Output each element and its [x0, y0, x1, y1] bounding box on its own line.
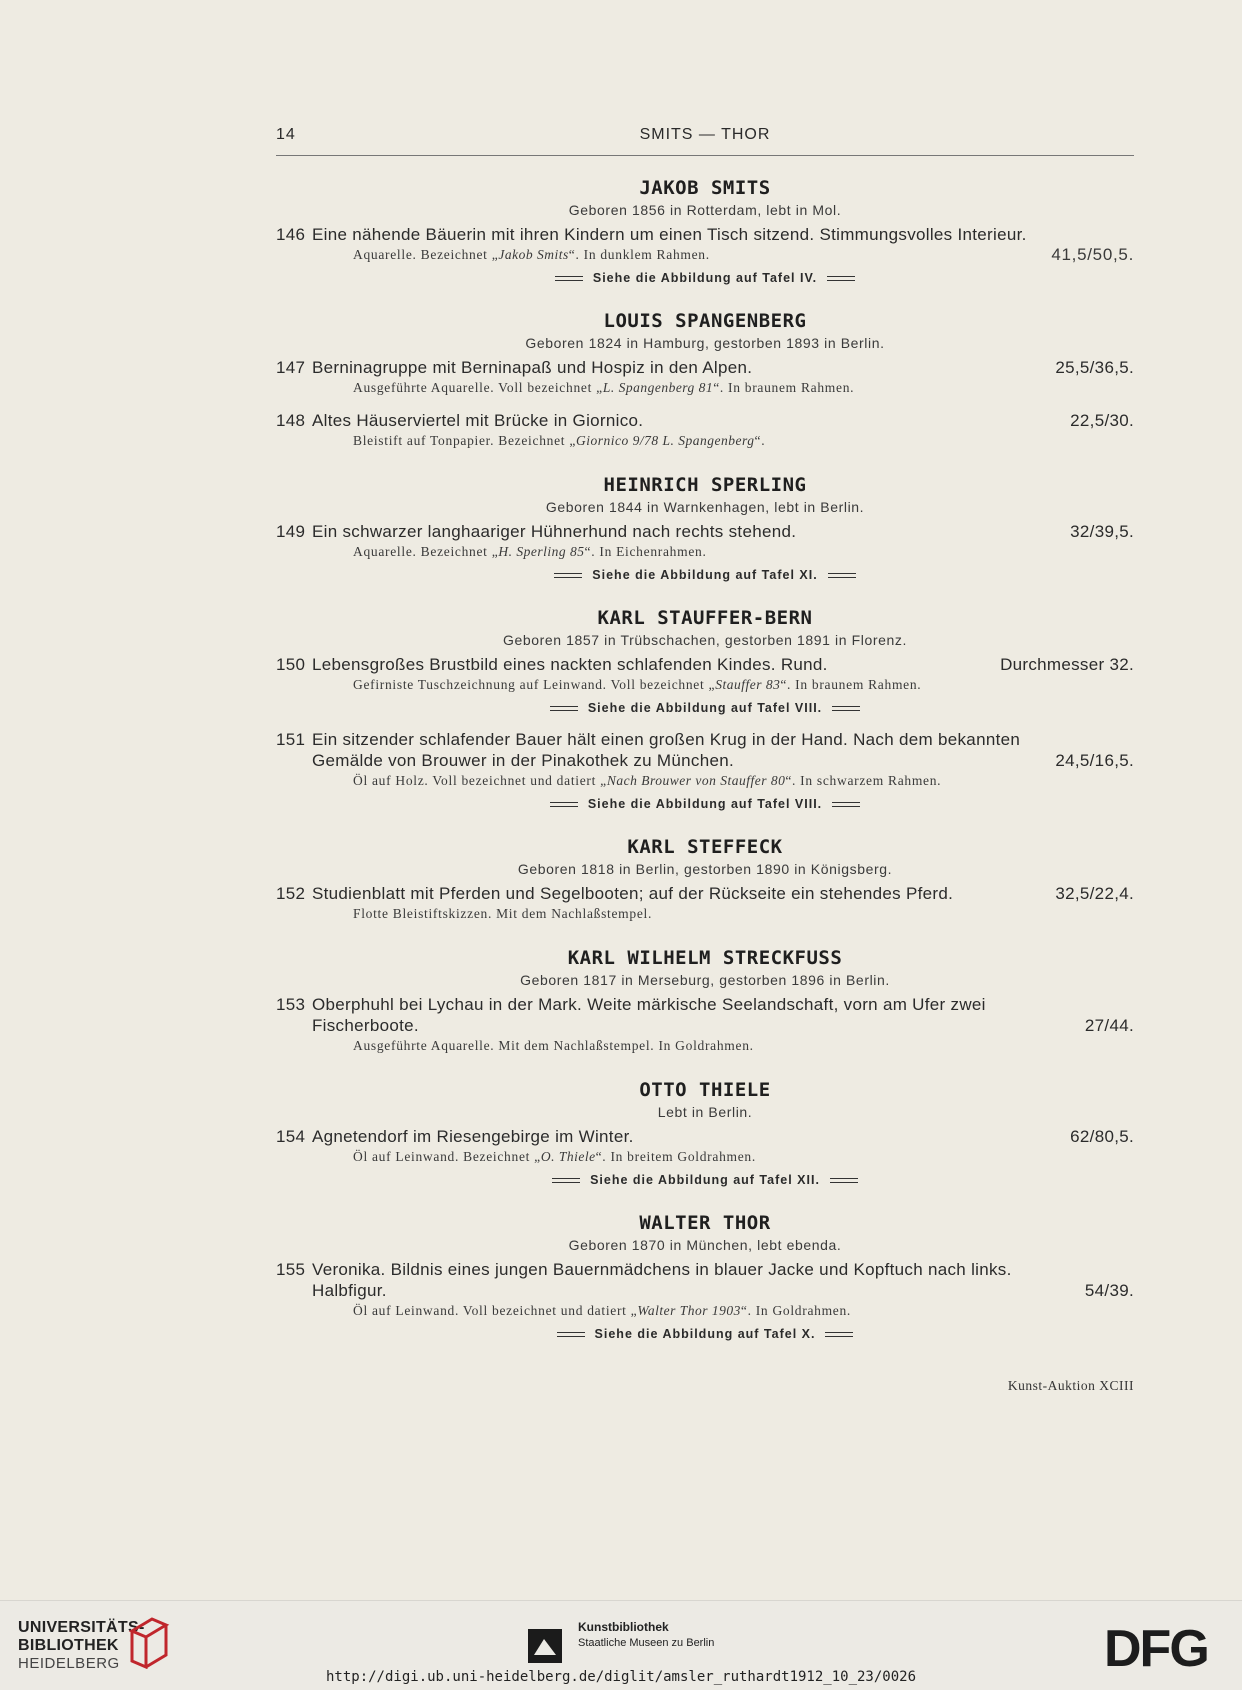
detail-medium: Bleistift auf Tonpapier. Bezeichnet „	[353, 433, 577, 448]
detail-medium: Ausgeführte Aquarelle. Mit dem Nachlaßstempel. In Goldrahmen.	[353, 1038, 754, 1053]
catalog-list	[276, 176, 1134, 1343]
detail-medium: Öl auf Holz. Voll bezeichnet und datiert „	[353, 773, 607, 788]
page-number: 14	[276, 126, 296, 143]
catalog-entry	[276, 357, 1134, 398]
double-rule-left	[557, 1332, 585, 1337]
library-line-3: HEIDELBERG	[18, 1655, 120, 1672]
entry-detail	[276, 378, 1134, 398]
digitization-footer	[0, 1600, 1242, 1690]
detail-frame: “. In braunem Rahmen.	[780, 677, 922, 692]
lot-number: 153	[276, 995, 306, 1014]
lot-number: 150	[276, 655, 306, 674]
entry-title-cont: Gemälde von Brouwer in der Pinakothek zu München.	[312, 751, 734, 770]
artist-life-dates: Geboren 1818 in Berlin, gestorben 1890 in Königsberg.	[517, 861, 893, 877]
entry-title: Berninagruppe mit Berninapaß und Hospiz in den Alpen.	[312, 358, 753, 377]
double-rule-right	[832, 802, 860, 807]
entry-dimensions: 54/39.	[1084, 1281, 1134, 1300]
detail-text	[353, 773, 941, 788]
library-line-1: UNIVERSITÄTS-	[18, 1619, 145, 1636]
lot-number: 147	[276, 358, 306, 377]
plate-reference	[276, 1325, 1134, 1343]
plate-text: Siehe die Abbildung auf Tafel IV.	[592, 271, 818, 285]
entry-line	[276, 1259, 1134, 1280]
lot-number: 152	[276, 884, 306, 903]
entry-dimensions: 27/44.	[1084, 1016, 1134, 1035]
entry-title: Agnetendorf im Riesengebirge im Winter.	[312, 1127, 634, 1146]
catalog-entry	[276, 1126, 1134, 1189]
detail-medium: Aquarelle. Bezeichnet „	[353, 544, 499, 559]
signature: Giornico 9/78 L. Spangenberg	[576, 433, 755, 448]
entry-title: Altes Häuserviertel mit Brücke in Giornico.	[312, 411, 644, 430]
detail-text	[353, 1303, 851, 1318]
entry-dimensions: 22,5/30.	[1070, 411, 1134, 430]
entry-line	[276, 410, 1134, 431]
entry-title: Lebensgroßes Brustbild eines nackten schlafenden Kindes. Rund.	[312, 655, 828, 674]
double-rule-left	[550, 802, 578, 807]
entry-detail	[276, 675, 1134, 695]
entry-dimensions: 32,5/22,4.	[1055, 884, 1134, 903]
plate-text: Siehe die Abbildung auf Tafel X.	[594, 1327, 816, 1341]
detail-text	[353, 544, 707, 559]
artist-section	[276, 1211, 1134, 1343]
double-rule-right	[830, 1178, 858, 1183]
catalog-entry	[276, 410, 1134, 451]
university-logo-icon	[126, 1611, 172, 1669]
entry-line-2	[276, 750, 1134, 771]
entry-title: Ein schwarzer langhaariger Hühnerhund nach rechts stehend.	[312, 522, 797, 541]
detail-frame: “. In schwarzem Rahmen.	[785, 773, 942, 788]
page-content	[276, 120, 1134, 1343]
permalink-url[interactable]: http://digi.ub.uni-heidelberg.de/diglit/amsler_ruthardt1912_10_23/0026	[325, 1669, 916, 1685]
entry-dimensions: 41,5/50,5.	[1051, 245, 1134, 264]
entry-title: Eine nähende Bäuerin mit ihren Kindern um einen Tisch sitzend. Stimmungsvolles Interieur.	[312, 225, 1027, 244]
detail-medium: Flotte Bleistiftskizzen. Mit dem Nachlaßstempel.	[353, 906, 653, 921]
artist-life-dates: Geboren 1844 in Warnkenhagen, lebt in Berlin.	[545, 499, 865, 515]
detail-frame: “. In Goldrahmen.	[740, 1303, 852, 1318]
artist-section	[276, 606, 1134, 813]
entry-dimensions: 32/39,5.	[1070, 522, 1134, 541]
artist-section	[276, 946, 1134, 1056]
lot-number: 148	[276, 411, 306, 430]
artist-name: LOUIS SPANGENBERG	[603, 310, 807, 332]
entry-line	[276, 1126, 1134, 1147]
signature: Walter Thor 1903	[637, 1303, 741, 1318]
entry-line-2	[276, 1280, 1134, 1301]
catalog-entry	[276, 1259, 1134, 1343]
plate-reference	[276, 269, 1134, 287]
entry-detail	[276, 431, 1134, 451]
plate-reference	[276, 1171, 1134, 1189]
dfg-logo: DFG	[1104, 1620, 1208, 1678]
catalog-entry	[276, 994, 1134, 1056]
catalog-entry	[276, 883, 1134, 924]
artist-section	[276, 309, 1134, 451]
signature: O. Thiele	[540, 1149, 596, 1164]
artist-section	[276, 473, 1134, 584]
detail-text	[353, 906, 652, 921]
lot-number: 151	[276, 730, 306, 749]
artist-life-dates: Lebt in Berlin.	[657, 1104, 753, 1120]
entry-title: Oberphuhl bei Lychau in der Mark. Weite märkische Seelandschaft, vorn am Ufer zwei	[312, 995, 986, 1014]
library-line-2: BIBLIOTHEK	[18, 1637, 119, 1654]
double-rule-right	[827, 276, 855, 281]
kunstbibliothek-name	[578, 1619, 714, 1651]
entry-line	[276, 521, 1134, 542]
catalog-entry	[276, 729, 1134, 813]
entry-dimensions: 25,5/36,5.	[1055, 358, 1134, 377]
entry-line	[276, 729, 1134, 750]
entry-dimensions: 24,5/16,5.	[1055, 751, 1134, 770]
entry-detail	[276, 904, 1134, 924]
entry-dimensions: Durchmesser 32.	[1000, 655, 1134, 674]
artist-life-dates: Geboren 1856 in Rotterdam, lebt in Mol.	[568, 202, 842, 218]
double-rule-left	[550, 706, 578, 711]
double-rule-left	[554, 573, 582, 578]
lot-number: 155	[276, 1260, 306, 1279]
detail-frame: “. In braunem Rahmen.	[713, 380, 855, 395]
plate-reference	[276, 699, 1134, 717]
catalog-entry	[276, 654, 1134, 717]
artist-name: KARL STAUFFER-BERN	[597, 607, 813, 629]
double-rule-right	[825, 1332, 853, 1337]
detail-medium: Aquarelle. Bezeichnet „	[353, 247, 499, 262]
artist-life-dates: Geboren 1817 in Merseburg, gestorben 1896 in Berlin.	[520, 972, 890, 988]
entry-detail	[276, 542, 1134, 562]
double-rule-left	[552, 1178, 580, 1183]
plate-text: Siehe die Abbildung auf Tafel XI.	[592, 568, 818, 582]
double-rule-right	[828, 573, 856, 578]
catalog-entry	[276, 224, 1134, 287]
entry-line	[276, 994, 1134, 1015]
detail-text	[353, 677, 921, 692]
detail-medium: Öl auf Leinwand. Voll bezeichnet und datiert „	[353, 1303, 638, 1318]
detail-frame: “. In breitem Goldrahmen.	[595, 1149, 756, 1164]
plate-text: Siehe die Abbildung auf Tafel XII.	[590, 1173, 820, 1187]
artist-name: KARL STEFFECK	[627, 836, 783, 858]
artist-life-dates: Geboren 1857 in Trübschachen, gestorben 1891 in Florenz.	[502, 632, 908, 648]
plate-text: Siehe die Abbildung auf Tafel VIII.	[587, 701, 823, 715]
entry-line	[276, 883, 1134, 904]
lot-number: 146	[276, 225, 306, 244]
plate-reference	[276, 566, 1134, 584]
detail-text	[353, 245, 1051, 265]
artist-name: HEINRICH SPERLING	[603, 474, 807, 496]
artist-life-dates: Geboren 1870 in München, lebt ebenda.	[568, 1237, 842, 1253]
entry-title: Studienblatt mit Pferden und Segelbooten; auf der Rückseite ein stehendes Pferd.	[312, 884, 954, 903]
entry-detail	[276, 1301, 1134, 1321]
entry-detail	[276, 1147, 1134, 1167]
double-rule-left	[555, 276, 583, 281]
catalog-entry	[276, 521, 1134, 584]
entry-line	[276, 224, 1134, 245]
plate-text: Siehe die Abbildung auf Tafel VIII.	[587, 797, 823, 811]
entry-line-2	[276, 1015, 1134, 1036]
artist-life-dates: Geboren 1824 in Hamburg, gestorben 1893 in Berlin.	[525, 335, 885, 351]
detail-medium: Gefirniste Tuschzeichnung auf Leinwand. Voll bezeichnet „	[353, 677, 716, 692]
double-rule-right	[832, 706, 860, 711]
detail-frame: “. In dunklem Rahmen.	[568, 247, 710, 262]
detail-medium: Ausgeführte Aquarelle. Voll bezeichnet „	[353, 380, 603, 395]
entry-detail	[276, 245, 1134, 265]
signature: Jakob Smits	[498, 247, 569, 262]
entry-title: Veronika. Bildnis eines jungen Bauernmädchens in blauer Jacke und Kopftuch nach links.	[312, 1260, 1012, 1279]
plate-reference	[276, 795, 1134, 813]
artist-section	[276, 176, 1134, 287]
artist-name: WALTER THOR	[639, 1212, 771, 1234]
signature: Nach Brouwer von Stauffer 80	[606, 773, 786, 788]
entry-line	[276, 654, 1134, 675]
detail-text	[353, 380, 854, 395]
entry-detail	[276, 1036, 1134, 1056]
entry-line	[276, 357, 1134, 378]
signature: L. Spangenberg 81	[602, 380, 714, 395]
signature: Stauffer 83	[715, 677, 781, 692]
artist-name: OTTO THIELE	[639, 1079, 771, 1101]
entry-detail	[276, 771, 1134, 791]
detail-frame: “.	[754, 433, 766, 448]
running-title: SMITS — THOR	[639, 126, 771, 143]
detail-text	[353, 1149, 756, 1164]
lot-number: 149	[276, 522, 306, 541]
detail-medium: Öl auf Leinwand. Bezeichnet „	[353, 1149, 541, 1164]
detail-frame: “. In Eichenrahmen.	[584, 544, 707, 559]
entry-title-cont: Fischerboote.	[312, 1016, 419, 1035]
detail-text	[353, 1038, 754, 1053]
footer-note: Kunst-Auktion XCIII	[1007, 1378, 1134, 1393]
detail-text	[353, 433, 765, 448]
entry-dimensions: 62/80,5.	[1070, 1127, 1134, 1146]
page-header	[276, 120, 1134, 156]
lot-number: 154	[276, 1127, 306, 1146]
signature: H. Sperling 85	[498, 544, 585, 559]
kb-line-1: Kunstbibliothek	[578, 1620, 669, 1634]
artist-section	[276, 835, 1134, 924]
artist-name: KARL WILHELM STRECKFUSS	[567, 947, 843, 969]
artist-section	[276, 1078, 1134, 1189]
entry-title-cont: Halbfigur.	[312, 1281, 387, 1300]
kunstbibliothek-logo-icon	[528, 1629, 562, 1663]
entry-title: Ein sitzender schlafender Bauer hält einen großen Krug in der Hand. Nach dem bekannten	[312, 730, 1021, 749]
kb-line-2: Staatliche Museen zu Berlin	[578, 1637, 715, 1649]
artist-name: JAKOB SMITS	[639, 177, 771, 199]
